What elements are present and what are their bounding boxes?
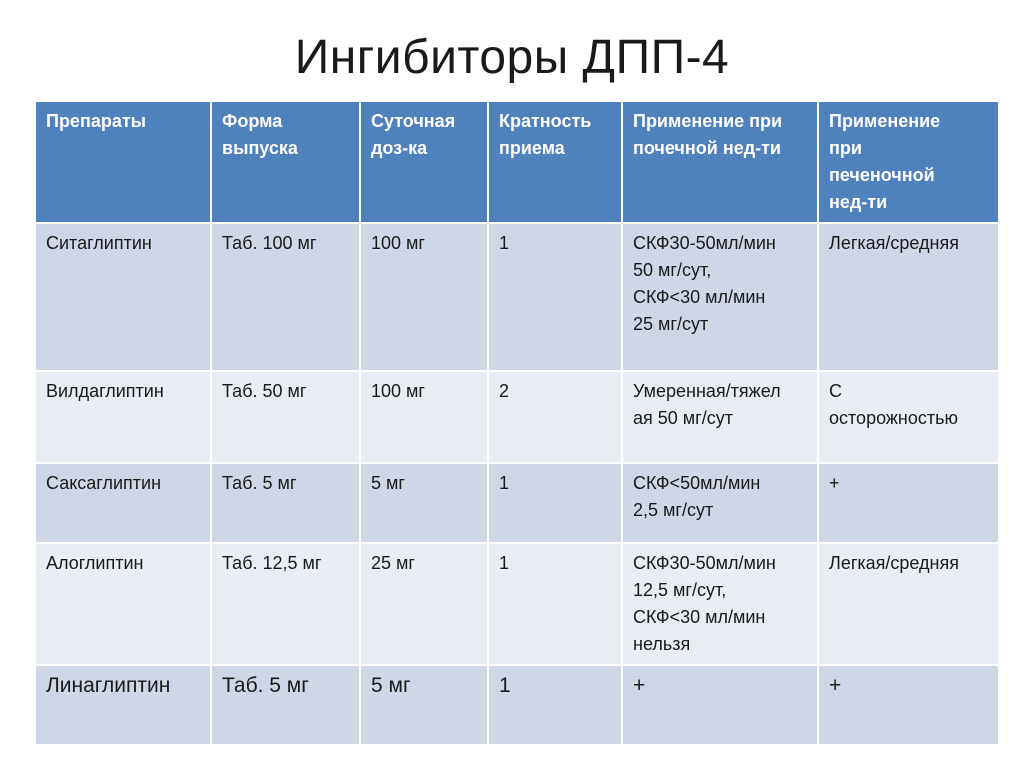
- header-cell-drugs: Препараты: [35, 101, 211, 223]
- table-cell: 1: [488, 463, 622, 543]
- table-cell: 100 мг: [360, 223, 488, 371]
- table-row: [35, 371, 999, 463]
- table-cell: Ситаглиптин: [35, 223, 211, 371]
- table-cell: 2: [488, 371, 622, 463]
- table-row: [35, 223, 999, 371]
- table-cell: С осторожностью: [818, 371, 999, 463]
- table-cell: Вилдаглиптин: [35, 371, 211, 463]
- table-cell: СКФ<50мл/мин 2,5 мг/сут: [622, 463, 818, 543]
- table-cell: +: [622, 665, 818, 745]
- slide-title: Ингибиторы ДПП-4: [294, 31, 730, 84]
- table-cell: Таб. 50 мг: [211, 371, 360, 463]
- table-cell: Легкая/средняя: [818, 223, 999, 371]
- header-cell-renal: Применение при почечной нед-ти: [622, 101, 818, 223]
- drug-table: [34, 100, 1000, 746]
- table-cell: Умеренная/тяжел ая 50 мг/сут: [622, 371, 818, 463]
- table-cell: 25 мг: [360, 543, 488, 665]
- table-cell: 1: [488, 665, 622, 745]
- table-cell: Легкая/средняя: [818, 543, 999, 665]
- table-cell: +: [818, 463, 999, 543]
- table-cell: Саксаглиптин: [35, 463, 211, 543]
- table-row: [35, 543, 999, 665]
- table-row: [35, 665, 999, 745]
- table-cell: Линаглиптин: [35, 665, 211, 745]
- table-cell: Таб. 100 мг: [211, 223, 360, 371]
- table-cell: Алоглиптин: [35, 543, 211, 665]
- table-cell: Таб. 12,5 мг: [211, 543, 360, 665]
- header-cell-form: Форма выпуска: [211, 101, 360, 223]
- table-cell: СКФ30-50мл/мин 12,5 мг/сут, СКФ<30 мл/мин нельзя: [622, 543, 818, 665]
- table-cell: 5 мг: [360, 665, 488, 745]
- header-cell-frequency: Кратность приема: [488, 101, 622, 223]
- table-cell: 1: [488, 223, 622, 371]
- header-cell-hepatic: Применение при печеночной нед-ти: [818, 101, 999, 223]
- table-cell: 1: [488, 543, 622, 665]
- table-cell: 100 мг: [360, 371, 488, 463]
- header-cell-daily-dose: Суточная доз-ка: [360, 101, 488, 223]
- table-cell: Таб. 5 мг: [211, 665, 360, 745]
- table-cell: +: [818, 665, 999, 745]
- table-cell: Таб. 5 мг: [211, 463, 360, 543]
- table-header-row: [35, 101, 999, 223]
- table-cell: 5 мг: [360, 463, 488, 543]
- table-cell: СКФ30-50мл/мин 50 мг/сут, СКФ<30 мл/мин 25 мг/сут: [622, 223, 818, 371]
- table-row: [35, 463, 999, 543]
